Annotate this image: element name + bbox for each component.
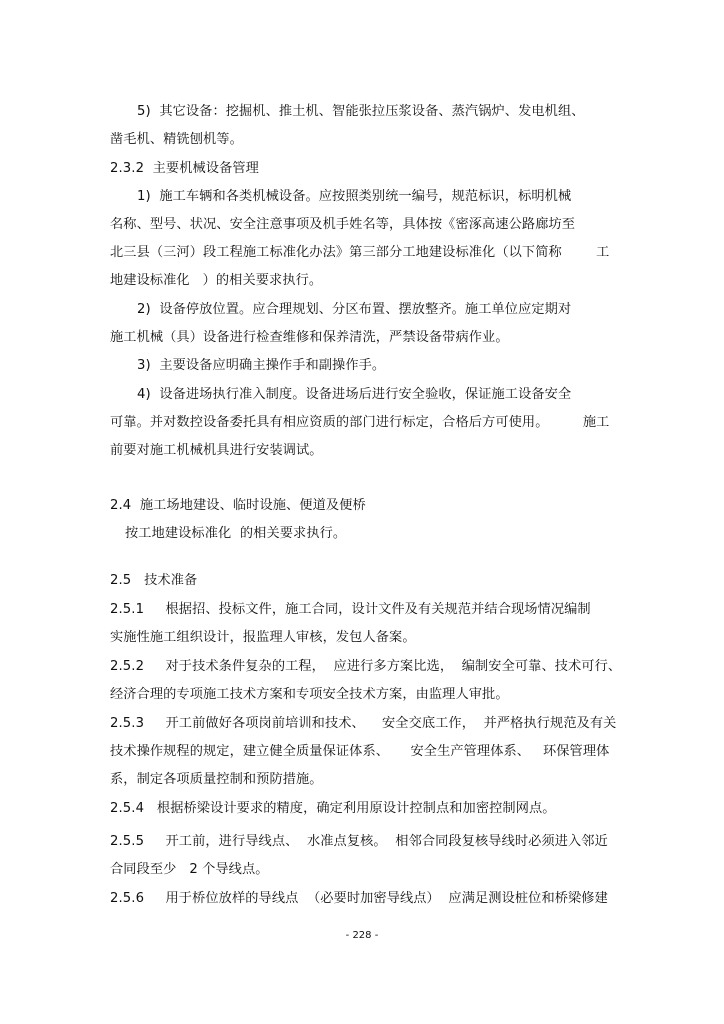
text-line-22: 技术操作规程的规定，建立健全质量保证体系、 安全生产管理体系、 环保管理体 [110, 744, 610, 759]
text-line-27: 2.5.6 用于桥位放样的导线点 （必要时加密导线点） 应满足测设桩位和桥梁修建 [110, 891, 608, 906]
text-line-24: 2.5.4 根据桥梁设计要求的精度，确定利用原设计控制点和加密控制网点。 [110, 801, 556, 816]
text-line-8: 2) 设备停放位置。应合理规划、分区布置、摆放整齐。施工单位应定期对 [137, 302, 572, 317]
text-line-5: 名称、型号、状况、安全注意事项及机手姓名等，具体按《密涿高速公路廊坊至 [110, 217, 576, 232]
text-line-9: 施工机械（具）设备进行检查维修和保养清洗，严禁设备带病作业。 [110, 330, 509, 345]
text-line-21: 2.5.3 开工前做好各项岗前培训和技术、 安全交底工作， 并严格执行规范及有关 [110, 716, 617, 731]
section-heading-2-4: 2.4 施工场地建设、临时设施、便道及便桥 [110, 498, 366, 513]
text-line-25: 2.5.5 开工前，进行导线点、 水准点复核。 相邻合同段复核导线时必须进入邻近 [110, 834, 608, 849]
text-line-17: 2.5.1 根据招、投标文件，施工合同，设计文件及有关规范并结合现场情况编制 [110, 602, 591, 617]
text-line-23: 系，制定各项质量控制和预防措施。 [110, 772, 323, 787]
text-line-19: 2.5.2 对于技术条件复杂的工程， 应进行多方案比选， 编制安全可靠、技术可行、 [110, 659, 622, 674]
text-line-6: 北三县（三河）段工程施工标准化办法》第三部分工地建设标准化（以下简称 工 [110, 245, 610, 260]
text-line-11: 4) 设备进场执行准入制度。设备进场后进行安全验收，保证施工设备安全 [137, 387, 572, 402]
text-line-13: 前要对施工机械机具进行安装调试。 [110, 443, 323, 458]
section-heading-2-3-2: 2.3.2 主要机械设备管理 [110, 161, 259, 176]
text-line-20: 经济合理的专项施工技术方案和专项安全技术方案，由监理人审批。 [110, 687, 509, 702]
text-line-4: 1) 施工车辆和各类机械设备。应按照类别统一编号，规范标识，标明机械 [137, 189, 572, 204]
page-number: - 228 - [345, 930, 379, 941]
section-heading-2-5: 2.5 技术准备 [110, 573, 198, 588]
text-line-26: 合同段至少 2 个导线点。 [110, 862, 269, 877]
text-line-2: 凿毛机、精铣刨机等。 [110, 132, 243, 147]
text-line-7: 地建设标准化 ）的相关要求执行。 [110, 273, 323, 288]
text-line-10: 3) 主要设备应明确主操作手和副操作手。 [137, 358, 386, 373]
text-line-18: 实施性施工组织设计，报监理人审核，发包人备案。 [110, 630, 416, 645]
text-line-1: 5) 其它设备：挖掘机、推土机、智能张拉压浆设备、蒸汽锅炉、发电机组、 [137, 104, 585, 119]
text-line-15: 按工地建设标准化 的相关要求执行。 [125, 526, 347, 541]
text-line-12: 可靠。并对数控设备委托具有相应资质的部门进行标定，合格后方可使用。 施工 [110, 415, 610, 430]
